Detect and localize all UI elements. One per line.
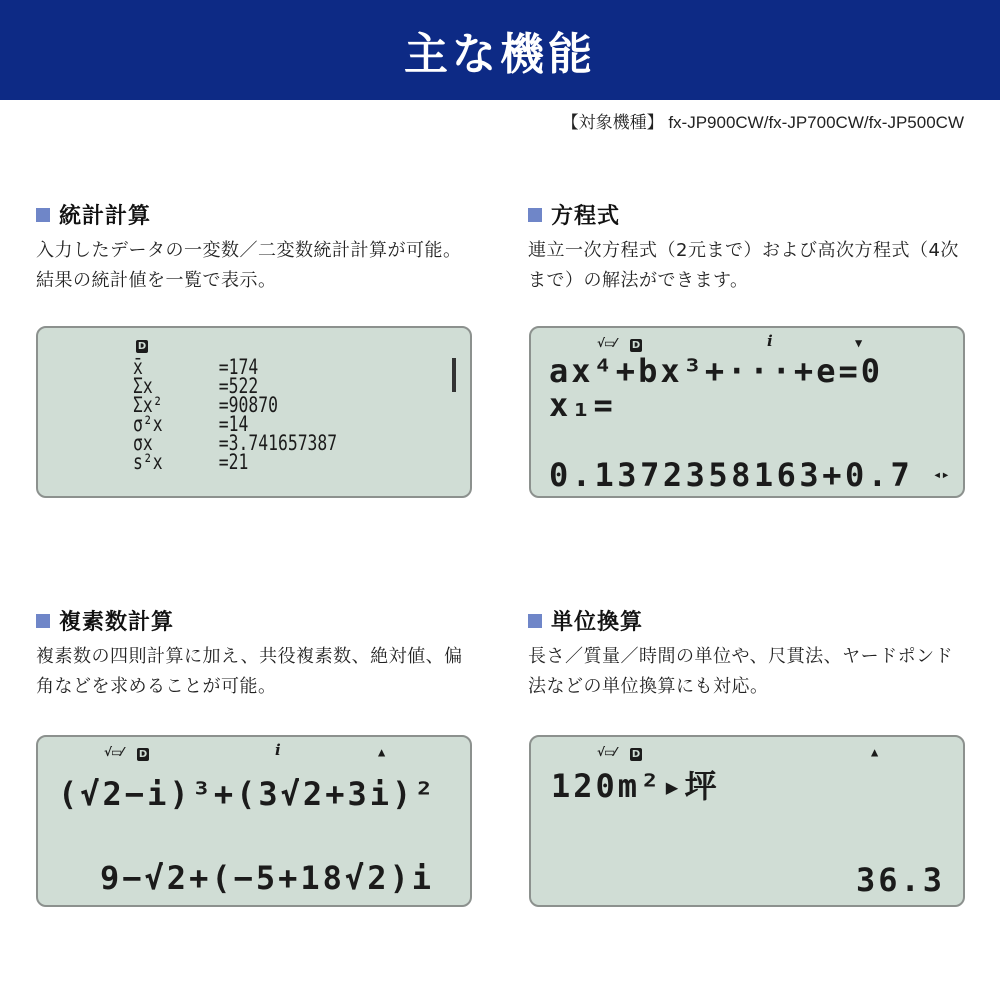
page-title: 主な機能 — [404, 29, 596, 80]
more-digits-arrow-icon: ◂▸ — [933, 467, 950, 483]
complex-expression: (√2−i)³+(3√2+3i)² — [58, 775, 437, 813]
calculator-screen-statistics — [36, 326, 472, 498]
stat-row: x̄ =174 — [133, 355, 259, 379]
scroll-up-indicator-icon: ▲ — [378, 745, 386, 759]
conversion-result: 36.3 — [855, 861, 945, 899]
scroll-down-indicator-icon: ▼ — [855, 336, 863, 350]
square-bullet-icon — [528, 208, 542, 222]
feature-title: 複素数計算 — [59, 609, 175, 635]
degree-mode-indicator: D — [138, 749, 148, 760]
math-io-indicator-icon: √▭⁄ — [104, 745, 123, 759]
degree-mode-indicator: D — [631, 340, 641, 351]
feature-unit-conversion — [528, 604, 968, 702]
complex-mode-indicator: i — [767, 332, 773, 350]
square-bullet-icon — [36, 614, 50, 628]
feature-description: 複素数の四則計算に加え、共役複素数、絶対値、偏角などを求めることが可能。 — [36, 646, 463, 697]
stat-row: s²x =21 — [133, 450, 249, 474]
calculator-screen-complex — [36, 735, 472, 907]
scroll-up-indicator-icon: ▲ — [871, 745, 879, 759]
feature-title: 統計計算 — [59, 203, 152, 229]
degree-mode-indicator: D — [631, 749, 641, 760]
solution-label: x₁= — [549, 386, 616, 424]
target-models: 【対象機種】 fx-JP900CW/fx-JP700CW/fx-JP500CW — [561, 113, 964, 132]
stat-row: σ²x =14 — [133, 412, 249, 436]
calculator-screen-equations — [529, 326, 965, 498]
math-io-indicator-icon: √▭⁄ — [597, 745, 616, 759]
header-banner — [0, 0, 1000, 100]
degree-mode-indicator: D — [137, 341, 147, 352]
feature-statistics — [36, 198, 476, 296]
feature-description: 長さ／質量／時間の単位や、尺貫法、ヤードポンド法などの単位換算にも対応。 — [528, 646, 954, 697]
solution-value: 0.1372358163+0.7 — [549, 456, 914, 494]
math-io-indicator-icon: √▭⁄ — [597, 336, 616, 350]
stat-row: Σx =522 — [133, 374, 259, 398]
complex-mode-indicator: i — [275, 741, 281, 759]
square-bullet-icon — [528, 614, 542, 628]
feature-description: 入力したデータの一変数／二変数統計計算が可能。結果の統計値を一覧で表示。 — [36, 240, 462, 291]
equation-form: ax⁴+bx³+···+e=0 — [549, 352, 883, 390]
scroll-position-indicator — [452, 358, 456, 392]
complex-result: 9−√2+(−5+18√2)i — [100, 859, 434, 897]
stat-results-list — [133, 355, 395, 474]
stat-row: σx =3.741657387 — [133, 431, 338, 455]
feature-complex — [36, 604, 476, 702]
stat-row: Σx² =90870 — [133, 393, 278, 417]
feature-title: 単位換算 — [551, 609, 644, 635]
feature-description: 連立一次方程式（2元まで）および高次方程式（4次まで）の解法ができます。 — [528, 240, 959, 291]
calculator-screen-unit-conversion — [529, 735, 965, 907]
conversion-expression: 120m²▸坪 — [551, 767, 720, 805]
feature-equations — [528, 198, 968, 296]
square-bullet-icon — [36, 208, 50, 222]
feature-title: 方程式 — [551, 203, 621, 229]
